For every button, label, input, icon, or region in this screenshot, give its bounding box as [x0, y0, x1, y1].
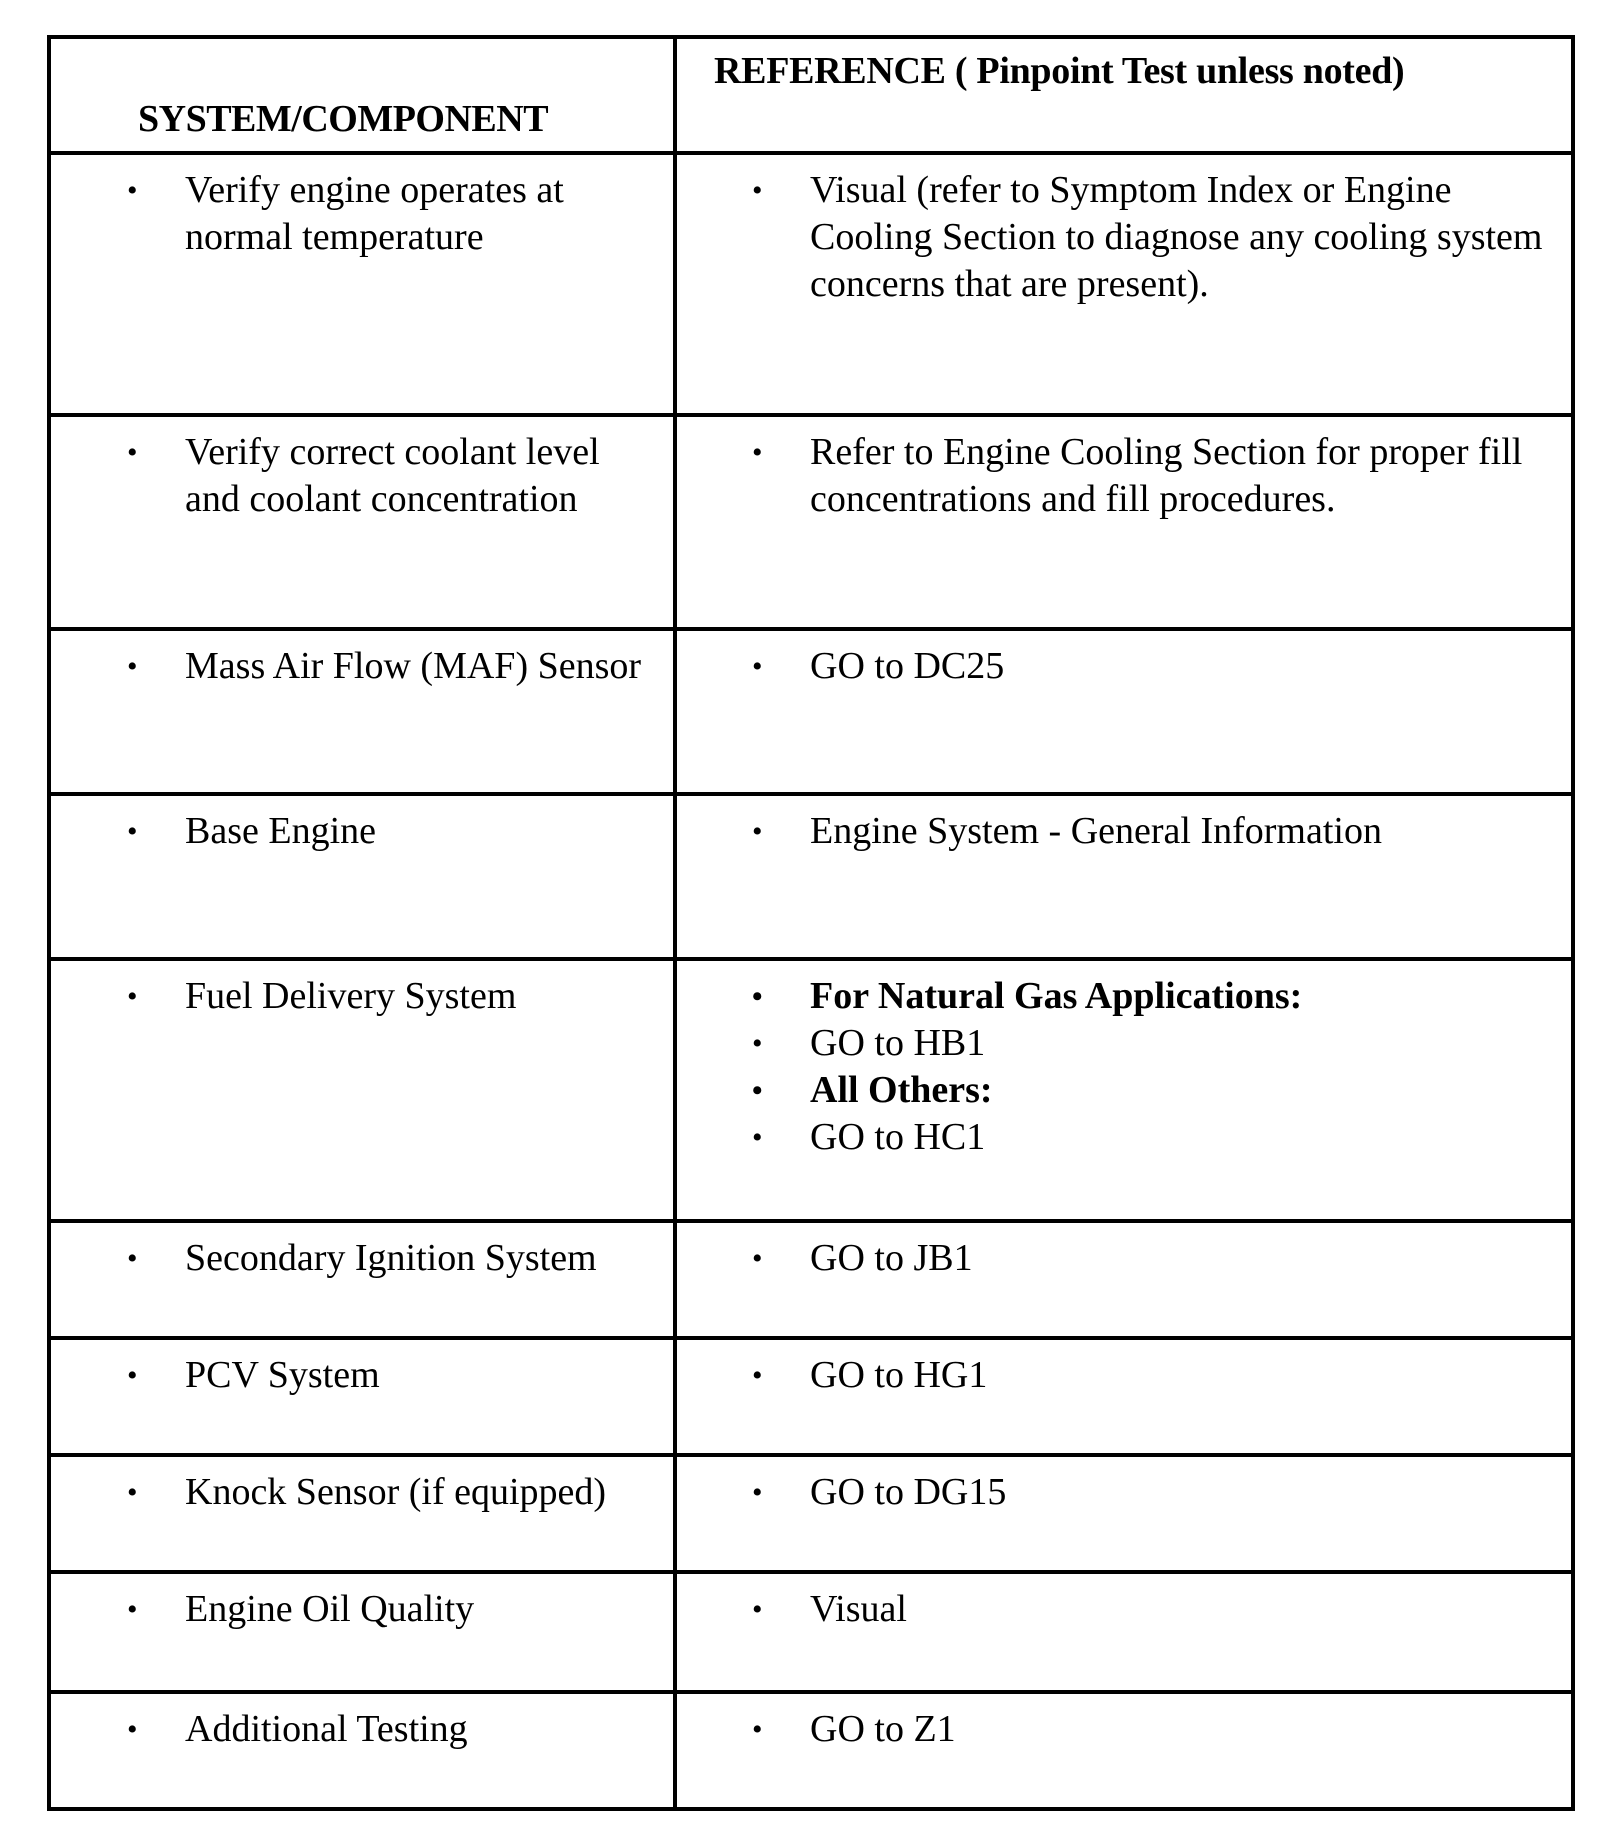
diagnostic-reference-table: [47, 35, 1575, 1811]
system-cell: [49, 959, 675, 1221]
system-cell: [49, 629, 675, 794]
reference-item-text: GO to DG15: [810, 1471, 1007, 1513]
reference-cell: [675, 1455, 1573, 1572]
reference-item-text: GO to HB1: [810, 1022, 986, 1064]
system-item: [51, 973, 663, 1020]
bullet-icon: •: [752, 1027, 763, 1060]
system-item-text: Secondary Ignition System: [185, 1237, 597, 1279]
bullet-icon: •: [752, 1476, 763, 1509]
reference-item-text: GO to DC25: [810, 645, 1005, 687]
table-row: [49, 1572, 1573, 1692]
reference-cell: [675, 1692, 1573, 1809]
reference-item: [677, 1235, 1561, 1282]
reference-item: [677, 1067, 1561, 1114]
system-item-text: PCV System: [185, 1354, 380, 1396]
bullet-icon: •: [127, 650, 138, 683]
reference-item-text: Visual (refer to Symptom Index or Engine Cooling Section to diagnose any cooling system concerns that are present).: [810, 169, 1543, 305]
bullet-icon: •: [752, 1593, 763, 1626]
reference-item-text: GO to Z1: [810, 1708, 956, 1750]
system-cell: [49, 1338, 675, 1455]
system-item: [51, 429, 663, 523]
reference-item: [677, 167, 1561, 308]
system-cell: [49, 153, 675, 415]
bullet-icon: •: [752, 650, 763, 683]
bullet-icon: •: [752, 1359, 763, 1392]
bullet-icon: •: [752, 1074, 763, 1107]
table-row: [49, 794, 1573, 959]
reference-cell: [675, 959, 1573, 1221]
reference-item: [677, 1469, 1561, 1516]
system-cell: [49, 415, 675, 629]
system-item-text: Verify correct coolant level and coolant concentration: [185, 431, 600, 520]
system-cell: [49, 1692, 675, 1809]
table-row: [49, 1692, 1573, 1809]
reference-item-text: All Others:: [810, 1069, 993, 1111]
table-row: [49, 1221, 1573, 1338]
reference-item: [677, 643, 1561, 690]
system-cell: [49, 794, 675, 959]
bullet-icon: •: [127, 1242, 138, 1275]
reference-item: [677, 1020, 1561, 1067]
system-item: [51, 808, 663, 855]
table-row: [49, 1338, 1573, 1455]
system-item: [51, 167, 663, 261]
table-row: [49, 415, 1573, 629]
reference-item-text: For Natural Gas Applications:: [810, 975, 1303, 1017]
system-item-text: Knock Sensor (if equipped): [185, 1471, 607, 1513]
reference-cell: [675, 629, 1573, 794]
header-row: [49, 37, 1573, 153]
reference-cell: [675, 153, 1573, 415]
bullet-icon: •: [127, 980, 138, 1013]
bullet-icon: •: [752, 174, 763, 207]
bullet-icon: •: [127, 815, 138, 848]
reference-item: [677, 973, 1561, 1020]
bullet-icon: •: [127, 1593, 138, 1626]
bullet-icon: •: [127, 1713, 138, 1746]
system-item-text: Additional Testing: [185, 1708, 468, 1750]
system-item-text: Engine Oil Quality: [185, 1588, 475, 1630]
system-item: [51, 1235, 663, 1282]
table-row: [49, 1455, 1573, 1572]
reference-cell: [675, 1338, 1573, 1455]
header-reference-label: REFERENCE ( Pinpoint Test unless noted): [714, 50, 1405, 92]
bullet-icon: •: [752, 1713, 763, 1746]
system-item-text: Base Engine: [185, 810, 377, 852]
bullet-icon: •: [127, 1476, 138, 1509]
reference-item-text: GO to HG1: [810, 1354, 988, 1396]
system-item: [51, 1586, 663, 1633]
reference-item: [677, 808, 1561, 855]
reference-cell: [675, 1221, 1573, 1338]
reference-item-text: Engine System - General Information: [810, 810, 1382, 852]
reference-item-text: GO to HC1: [810, 1116, 986, 1158]
reference-item: [677, 1586, 1561, 1633]
bullet-icon: •: [752, 436, 763, 469]
system-item-text: Fuel Delivery System: [185, 975, 517, 1017]
header-system-label: SYSTEM/COMPONENT: [138, 98, 549, 140]
bullet-icon: •: [752, 980, 763, 1013]
bullet-icon: •: [127, 1359, 138, 1392]
system-cell: [49, 1572, 675, 1692]
system-item: [51, 1352, 663, 1399]
bullet-icon: •: [752, 1121, 763, 1154]
system-item: [51, 1706, 663, 1753]
system-item: [51, 1469, 663, 1516]
reference-cell: [675, 415, 1573, 629]
table-row: [49, 959, 1573, 1221]
system-cell: [49, 1221, 675, 1338]
table-row: [49, 153, 1573, 415]
reference-item-text: GO to JB1: [810, 1237, 973, 1279]
reference-cell: [675, 1572, 1573, 1692]
reference-item: [677, 1352, 1561, 1399]
header-reference: [675, 37, 1573, 153]
reference-item: [677, 429, 1561, 523]
system-item-text: Mass Air Flow (MAF) Sensor: [185, 645, 642, 687]
reference-item-text: Visual: [810, 1588, 907, 1630]
header-system-component: [49, 37, 675, 153]
system-cell: [49, 1455, 675, 1572]
bullet-icon: •: [127, 436, 138, 469]
reference-item: [677, 1706, 1561, 1753]
reference-item-text: Refer to Engine Cooling Section for proper fill concentrations and fill procedures.: [810, 431, 1523, 520]
reference-cell: [675, 794, 1573, 959]
bullet-icon: •: [752, 815, 763, 848]
bullet-icon: •: [127, 174, 138, 207]
table-row: [49, 629, 1573, 794]
bullet-icon: •: [752, 1242, 763, 1275]
system-item-text: Verify engine operates at normal temperature: [185, 169, 564, 258]
reference-item: [677, 1114, 1561, 1161]
system-item: [51, 643, 663, 690]
